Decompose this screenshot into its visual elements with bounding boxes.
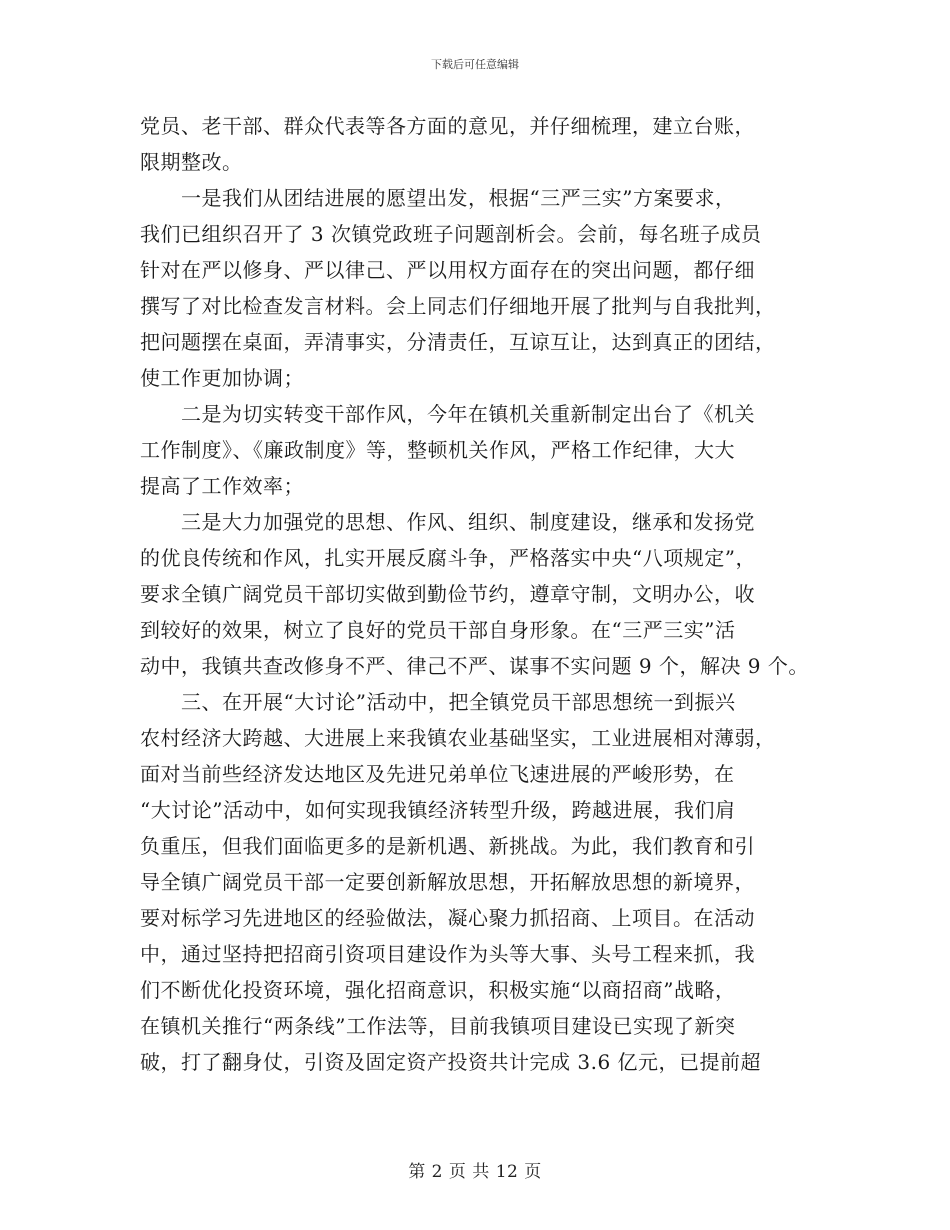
text-line: 一是我们从团结进展的愿望出发，根据“三严三实”方案要求， xyxy=(140,186,736,210)
text-line: 们不断优化投资环境，强化招商意识，积极实施“以商招商”战略， xyxy=(140,978,736,1002)
text-line: 撰写了对比检查发言材料。会上同志们仔细地开展了批判与自我批判， xyxy=(140,294,776,318)
text-line: 我们已组织召开了 3 次镇党政班子问题剖析会。会前，每名班子成员 xyxy=(140,222,762,246)
text-line: 农村经济大跨越、大进展上来我镇农业基础坚实，工业进展相对薄弱， xyxy=(140,726,776,750)
text-line: 中，通过坚持把招商引资项目建设作为头等大事、头号工程来抓，我 xyxy=(140,942,755,966)
text-line: 提高了工作效率； xyxy=(140,474,304,498)
text-line: 把问题摆在桌面，弄清事实，分清责任，互谅互让，达到真正的团结， xyxy=(140,330,776,354)
text-line: 导全镇广阔党员干部一定要创新解放思想，开拓解放思想的新境界， xyxy=(140,870,755,894)
text-line: 面对当前些经济发达地区及先进兄弟单位飞速进展的严峻形势，在 xyxy=(140,762,735,786)
page-footer: 第 2 页 共 12 页 xyxy=(408,1162,542,1182)
text-line: 使工作更加协调； xyxy=(140,366,304,390)
text-line: 限期整改。 xyxy=(140,150,243,174)
text-line: “大讨论”活动中，如何实现我镇经济转型升级，跨越进展，我们肩 xyxy=(140,798,736,822)
text-line: 二是为切实转变干部作风，今年在镇机关重新制定出台了《机关 xyxy=(140,402,755,426)
text-line: 三是大力加强党的思想、作风、组织、制度建设，继承和发扬党 xyxy=(140,510,755,534)
text-line: 要对标学习先进地区的经验做法，凝心聚力抓招商、上项目。在活动 xyxy=(140,906,755,930)
text-line: 到较好的效果，树立了良好的党员干部自身形象。在“三严三实”活 xyxy=(140,618,736,642)
text-line: 三、在开展“大讨论”活动中，把全镇党员干部思想统一到振兴 xyxy=(140,690,736,714)
text-line: 针对在严以修身、严以律己、严以用权方面存在的突出问题，都仔细 xyxy=(140,258,755,282)
text-line: 负重压，但我们面临更多的是新机遇、新挑战。为此，我们教育和引 xyxy=(140,834,755,858)
text-line: 破，打了翻身仗，引资及固定资产投资共计完成 3.6 亿元，已提前超 xyxy=(140,1050,762,1074)
text-line: 要求全镇广阔党员干部切实做到勤俭节约，遵章守制，文明办公，收 xyxy=(140,582,755,606)
text-line: 在镇机关推行“两条线”工作法等，目前我镇项目建设已实现了新突 xyxy=(140,1014,736,1038)
text-line: 的优良传统和作风，扎实开展反腐斗争，严格落实中央“八项规定”， xyxy=(140,546,756,570)
page-header: 下载后可任意编辑 xyxy=(431,58,519,71)
text-line: 工作制度》、《廉政制度》等，整顿机关作风，严格工作纪律，大大 xyxy=(140,438,735,462)
text-line: 党员、老干部、群众代表等各方面的意见，并仔细梳理，建立台账， xyxy=(140,114,755,138)
text-line: 动中，我镇共查改修身不严、律己不严、谋事不实问题 9 个，解决 9 个。 xyxy=(140,654,809,678)
